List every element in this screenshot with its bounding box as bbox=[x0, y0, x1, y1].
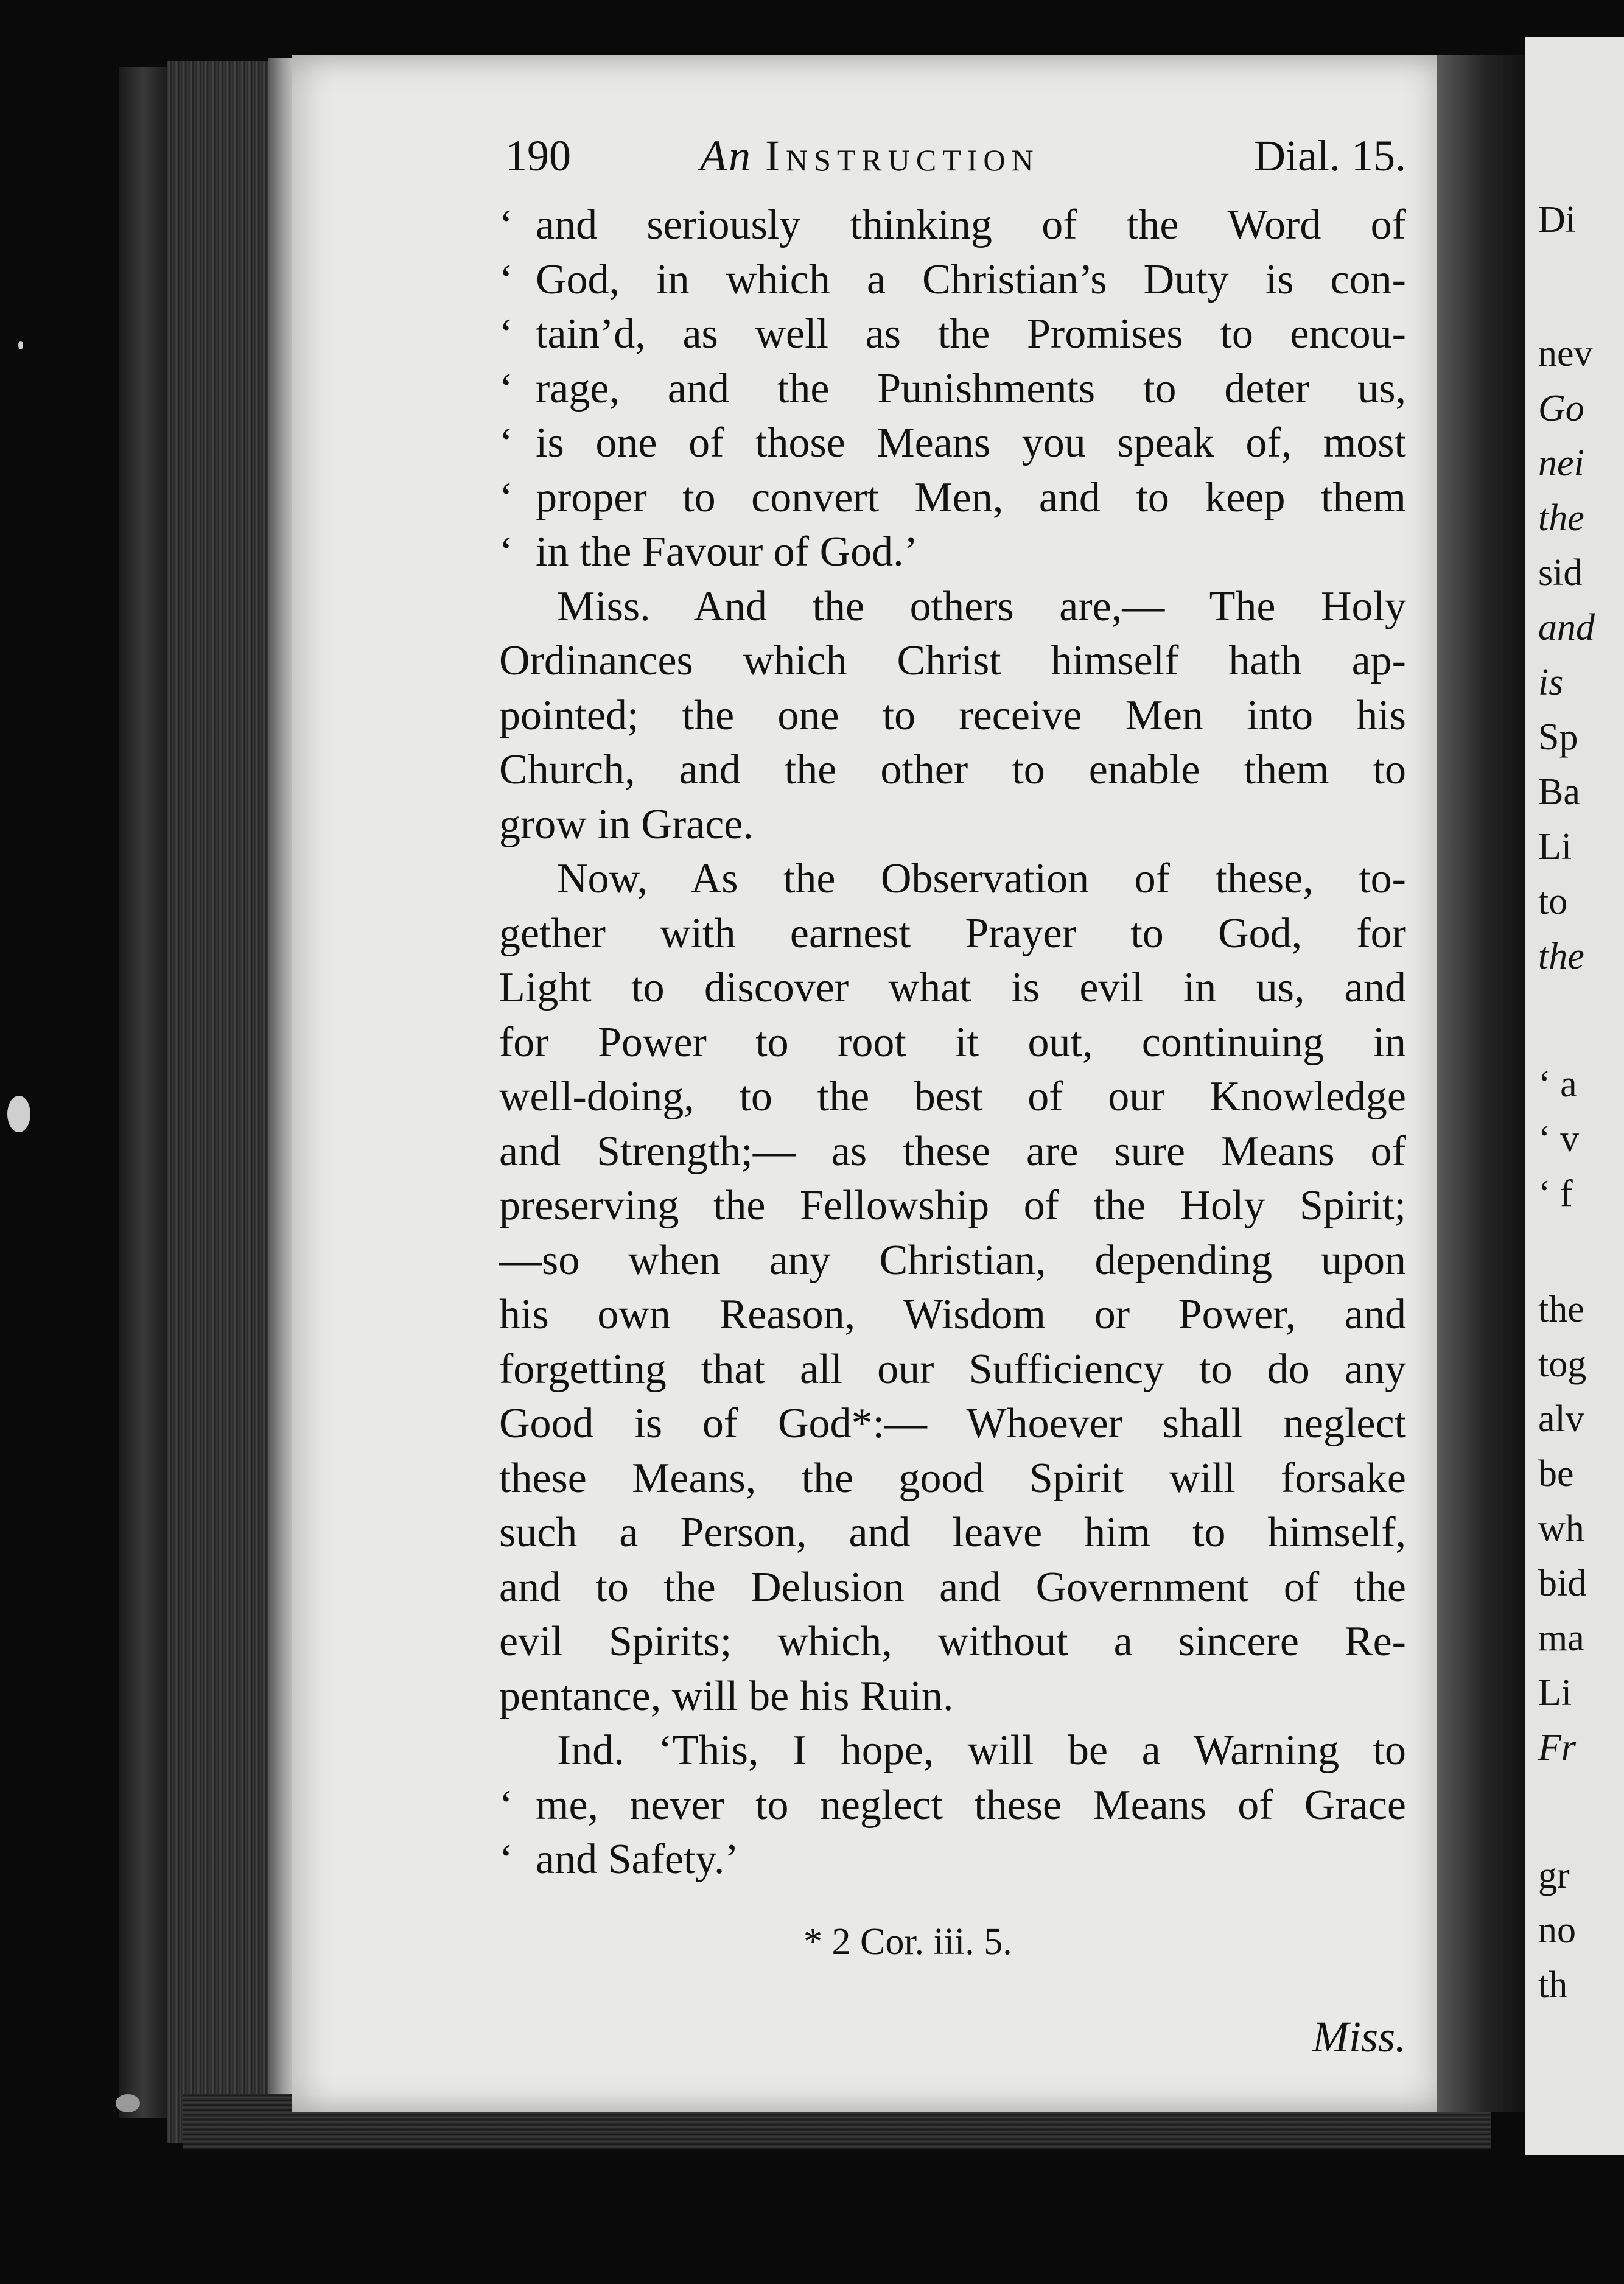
facing-page-fragment: Go bbox=[1538, 388, 1584, 429]
line-text: evil Spirits; which, without a sincere Re- bbox=[499, 1618, 1406, 1665]
line-text: tain’d, as well as the Promises to encou- bbox=[536, 310, 1406, 357]
quotation-mark: ‘ bbox=[499, 310, 514, 357]
text-line bbox=[499, 416, 1406, 471]
page-edge-highlight bbox=[268, 58, 292, 2121]
line-text: God, in which a Christian’s Duty is con- bbox=[536, 256, 1406, 303]
facing-page-fragment: bid bbox=[1538, 1563, 1587, 1604]
line-text: —so when any Christian, depending upon bbox=[499, 1236, 1406, 1284]
facing-page-fragment: ma bbox=[1538, 1617, 1584, 1659]
running-title bbox=[700, 131, 1040, 181]
text-line bbox=[499, 471, 1406, 525]
line-text: rage, and the Punishments to deter us, bbox=[536, 365, 1406, 412]
text-line bbox=[499, 1669, 1406, 1724]
page-number: 190 bbox=[505, 131, 571, 180]
text-line bbox=[499, 743, 1406, 797]
running-head bbox=[499, 119, 1406, 186]
line-text: forgetting that all our Sufficiency to do any bbox=[499, 1345, 1406, 1393]
quotation-mark: ‘ bbox=[499, 365, 514, 412]
text-line bbox=[499, 1342, 1406, 1397]
text-line bbox=[499, 1179, 1406, 1233]
text-line bbox=[499, 1396, 1406, 1451]
running-title-italic: An bbox=[700, 131, 752, 180]
quotation-mark: ‘ bbox=[499, 474, 514, 521]
facing-page-fragment: tog bbox=[1538, 1343, 1587, 1385]
quotation-mark: ‘ bbox=[499, 528, 514, 575]
text-line bbox=[499, 1560, 1406, 1615]
text-line bbox=[499, 525, 1406, 580]
line-text: and to the Delusion and Government of the bbox=[499, 1563, 1406, 1611]
facing-page-fragment: the bbox=[1538, 1289, 1584, 1330]
margin-speck bbox=[116, 2094, 140, 2112]
text-line bbox=[499, 906, 1406, 961]
line-text: Church, and the other to enable them to bbox=[499, 746, 1406, 793]
line-text: such a Person, and leave him to himself, bbox=[499, 1509, 1406, 1556]
dialogue-number: Dial. 15. bbox=[1254, 131, 1406, 180]
line-text: grow in Grace. bbox=[499, 800, 754, 848]
quotation-mark: ‘ bbox=[499, 256, 514, 303]
facing-page-fragment: Ba bbox=[1538, 771, 1580, 813]
line-text: well-doing, to the best of our Knowledge bbox=[499, 1073, 1406, 1120]
book-spine bbox=[119, 67, 167, 2118]
text-line bbox=[499, 198, 1406, 253]
text-line bbox=[499, 634, 1406, 688]
facing-page-fragment: th bbox=[1538, 1964, 1568, 2006]
facing-page-fragment: is bbox=[1538, 662, 1564, 703]
line-text: me, never to neglect these Means of Grace bbox=[536, 1781, 1406, 1829]
text-line bbox=[499, 688, 1406, 743]
facing-page-fragment: the bbox=[1538, 936, 1584, 977]
running-title-caps: Instruction bbox=[765, 131, 1040, 180]
facing-page-fragment: Li bbox=[1538, 826, 1572, 867]
text-line bbox=[499, 1778, 1406, 1833]
text-line bbox=[499, 1723, 1406, 1778]
line-text: Good is of God*:— Whoever shall neglect bbox=[499, 1400, 1406, 1447]
facing-page-fragment: Sp bbox=[1538, 716, 1578, 758]
line-text: pointed; the one to receive Men into his bbox=[499, 692, 1406, 739]
margin-speck bbox=[18, 341, 23, 349]
quotation-mark: ‘ bbox=[499, 1836, 514, 1883]
text-line bbox=[499, 1233, 1406, 1288]
facing-page-fragment: wh bbox=[1538, 1508, 1584, 1549]
quotation-mark: ‘ bbox=[499, 419, 514, 466]
margin-speck bbox=[7, 1096, 30, 1132]
text-line bbox=[499, 1505, 1406, 1560]
text-line bbox=[499, 1614, 1406, 1669]
facing-page-fragment: alv bbox=[1538, 1398, 1584, 1440]
text-line bbox=[499, 1832, 1406, 1887]
line-text: Ind. ‘This, I hope, will be a Warning to bbox=[557, 1727, 1406, 1774]
facing-page-fragment: to bbox=[1538, 881, 1568, 922]
facing-page bbox=[1525, 37, 1624, 2155]
facing-page-fragment: Di bbox=[1538, 199, 1576, 240]
line-text: gether with earnest Prayer to God, for bbox=[499, 909, 1406, 957]
catchword: Miss. bbox=[1312, 2013, 1406, 2061]
text-line bbox=[499, 253, 1406, 307]
facing-page-fragment: and bbox=[1538, 607, 1595, 648]
facing-page-fragment: Fr bbox=[1538, 1727, 1576, 1768]
facing-page-fragment: gr bbox=[1538, 1855, 1570, 1896]
line-text: and seriously thinking of the Word of bbox=[536, 201, 1406, 248]
line-text: his own Reason, Wisdom or Power, and bbox=[499, 1291, 1406, 1338]
line-text: for Power to root it out, continuing in bbox=[499, 1018, 1406, 1066]
line-text: Now, As the Observation of these, to- bbox=[557, 855, 1406, 902]
quotation-mark: ‘ bbox=[499, 1781, 514, 1829]
text-line bbox=[499, 961, 1406, 1015]
line-text: Miss. And the others are,— The Holy bbox=[557, 583, 1406, 630]
line-text: proper to convert Men, and to keep them bbox=[536, 474, 1406, 521]
quotation-mark: ‘ bbox=[499, 201, 514, 248]
line-text: pentance, will be his Ruin. bbox=[499, 1672, 954, 1720]
text-line bbox=[499, 1070, 1406, 1124]
line-text: Light to discover what is evil in us, and bbox=[499, 964, 1406, 1011]
text-line bbox=[499, 797, 1406, 852]
facing-page-fragment: ‘ a bbox=[1538, 1063, 1577, 1105]
line-text: in the Favour of God.’ bbox=[536, 528, 918, 575]
text-line bbox=[499, 1015, 1406, 1070]
line-text: is one of those Means you speak of, most bbox=[536, 419, 1406, 466]
facing-page-fragment: ‘ v bbox=[1538, 1118, 1580, 1160]
footnote: * 2 Cor. iii. 5. bbox=[803, 1921, 1012, 1963]
facing-page-fragment: Li bbox=[1538, 1672, 1572, 1714]
line-text: these Means, the good Spirit will forsake bbox=[499, 1454, 1406, 1502]
text-line bbox=[499, 1124, 1406, 1179]
facing-page-fragment: nev bbox=[1538, 333, 1593, 374]
facing-page-fragment: ‘ f bbox=[1538, 1173, 1573, 1214]
text-line bbox=[499, 852, 1406, 906]
text-line bbox=[499, 362, 1406, 416]
line-text: and Strength;— as these are sure Means of bbox=[499, 1127, 1406, 1175]
facing-page-fragment: no bbox=[1538, 1910, 1576, 1951]
gutter-shadow bbox=[1437, 55, 1528, 2112]
text-line bbox=[499, 580, 1406, 634]
facing-page-fragment: the bbox=[1538, 497, 1584, 539]
text-line bbox=[499, 307, 1406, 362]
facing-page-fragment: sid bbox=[1538, 552, 1583, 594]
text-line bbox=[499, 1451, 1406, 1506]
facing-page-fragment: be bbox=[1538, 1453, 1574, 1494]
line-text: Ordinances which Christ himself hath ap- bbox=[499, 637, 1406, 684]
line-text: and Safety.’ bbox=[536, 1836, 739, 1883]
facing-page-fragment: nei bbox=[1538, 443, 1584, 484]
line-text: preserving the Fellowship of the Holy Spirit; bbox=[499, 1182, 1406, 1229]
text-line bbox=[499, 1287, 1406, 1342]
